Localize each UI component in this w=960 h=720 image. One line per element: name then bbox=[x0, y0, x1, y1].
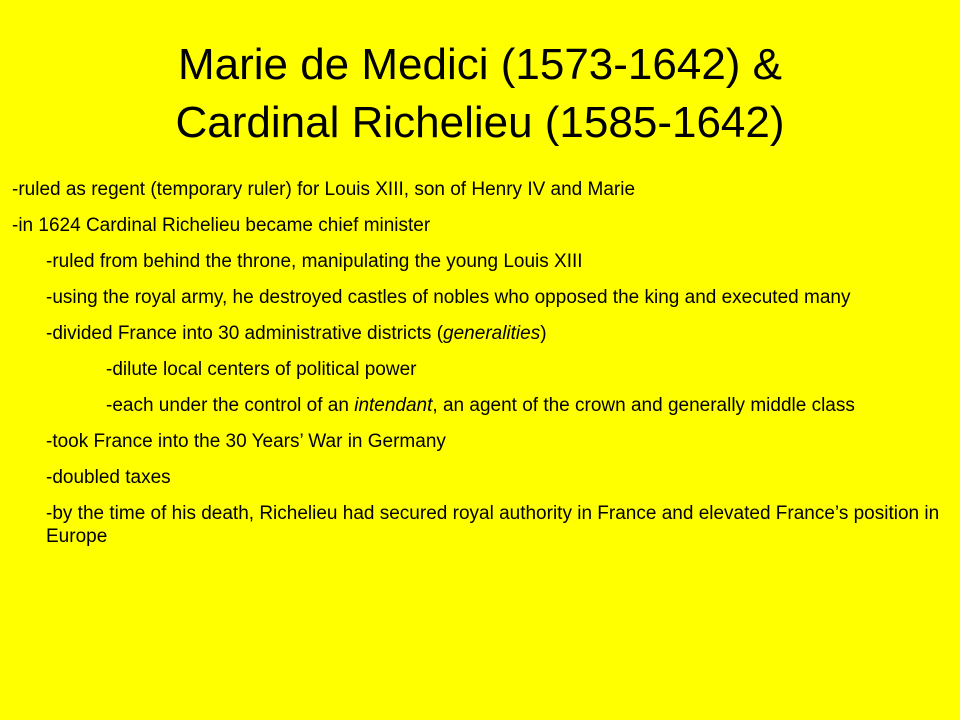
bullet-emphasis: generalities bbox=[443, 323, 541, 344]
bullet-text: -divided France into 30 administrative districts ( bbox=[46, 323, 444, 344]
bullet-text: ) bbox=[540, 323, 547, 344]
title-line-2: Cardinal Richelieu (1585-1642) bbox=[175, 98, 785, 147]
bullet-item bbox=[0, 394, 960, 417]
bullet-text: -ruled as regent (temporary ruler) for Louis XIII, son of Henry IV and Marie bbox=[12, 179, 636, 200]
bullet-text: , an agent of the crown and generally middle class bbox=[432, 395, 855, 416]
bullet-text: -each under the control of an bbox=[106, 395, 355, 416]
bullet-text: -dilute local centers of political power bbox=[106, 359, 417, 380]
bullet-item bbox=[0, 286, 960, 309]
bullet-list bbox=[0, 178, 960, 561]
bullet-item bbox=[0, 358, 960, 381]
bullet-text: -in 1624 Cardinal Richelieu became chief minister bbox=[12, 215, 431, 236]
bullet-item bbox=[0, 430, 960, 453]
bullet-item bbox=[0, 214, 960, 237]
bullet-text: -ruled from behind the throne, manipulating the young Louis XIII bbox=[46, 251, 583, 272]
bullet-item bbox=[0, 502, 960, 548]
slide-title bbox=[40, 36, 920, 152]
bullet-item bbox=[0, 178, 960, 201]
bullet-text: -doubled taxes bbox=[46, 467, 171, 488]
bullet-item bbox=[0, 322, 960, 345]
bullet-text: -took France into the 30 Years’ War in Germany bbox=[46, 431, 446, 452]
bullet-item bbox=[0, 250, 960, 273]
bullet-text: -using the royal army, he destroyed castles of nobles who opposed the king and executed many bbox=[46, 287, 851, 308]
title-line-1: Marie de Medici (1573-1642) & bbox=[177, 40, 783, 89]
bullet-text: -by the time of his death, Richelieu had secured royal authority in France and elevated France’s position in Europe bbox=[46, 503, 940, 547]
bullet-emphasis: intendant bbox=[354, 395, 433, 416]
bullet-item bbox=[0, 466, 960, 489]
